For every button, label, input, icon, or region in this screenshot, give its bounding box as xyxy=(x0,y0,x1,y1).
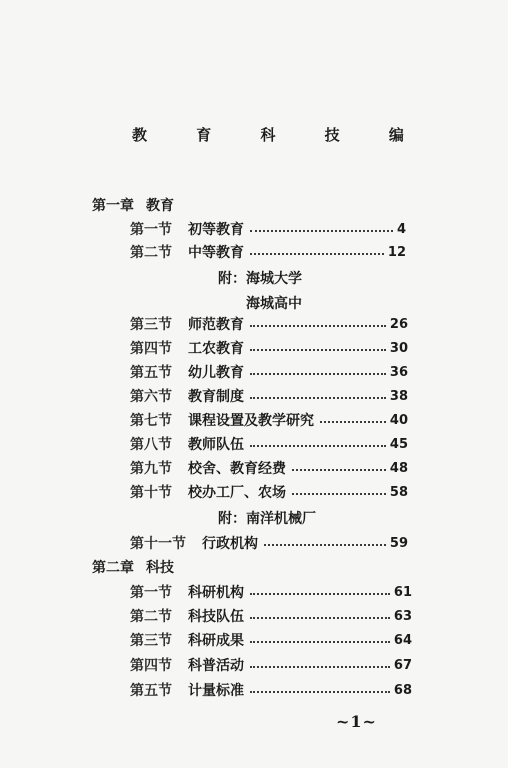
chapter-2-heading xyxy=(92,557,186,577)
page-ref: 38 xyxy=(389,388,408,404)
page-ref: 58 xyxy=(389,484,408,500)
section-title: 科技队伍 xyxy=(188,609,244,625)
section-title: 师范教育 xyxy=(188,317,244,333)
toc-entry xyxy=(130,410,408,430)
section-number: 第二节 xyxy=(130,245,172,261)
toc-entry xyxy=(130,434,408,454)
dot-leader xyxy=(250,445,386,447)
toc-entry xyxy=(130,533,408,553)
section-title: 计量标准 xyxy=(188,683,244,699)
appendix-note: 海城高中 xyxy=(246,296,302,312)
toc-entry xyxy=(130,680,412,700)
dot-leader xyxy=(250,617,390,619)
page-ref: 30 xyxy=(389,340,408,356)
dot-leader xyxy=(250,641,390,643)
section-title: 科研机构 xyxy=(188,585,244,601)
section-number: 第四节 xyxy=(130,341,172,357)
appendix-note: 附：南洋机械厂 xyxy=(218,511,316,527)
toc-entry xyxy=(130,386,408,406)
section-number: 第八节 xyxy=(130,437,172,453)
dot-leader xyxy=(250,373,386,375)
section-title: 中等教育 xyxy=(188,245,244,261)
section-title: 科普活动 xyxy=(188,658,244,674)
toc-entry xyxy=(130,655,412,675)
dot-leader xyxy=(292,493,386,495)
section-title: 课程设置及教学研究 xyxy=(188,413,314,429)
page-ref: 26 xyxy=(389,316,408,332)
chapter-number: 第一章 xyxy=(92,198,134,214)
page-ref: 45 xyxy=(389,436,408,452)
section-title: 初等教育 xyxy=(188,222,244,238)
section-number: 第一节 xyxy=(130,222,172,238)
page-ref: 59 xyxy=(389,535,408,551)
dot-leader xyxy=(250,397,386,399)
section-title: 工农教育 xyxy=(188,341,244,357)
section-title: 校办工厂、农场 xyxy=(188,485,286,501)
page-ref: 4 xyxy=(396,221,406,237)
section-title: 教师队伍 xyxy=(188,437,244,453)
section-number: 第七节 xyxy=(130,413,172,429)
section-number: 第四节 xyxy=(130,658,172,674)
page-ref: 48 xyxy=(389,460,408,476)
toc-entry xyxy=(130,362,408,382)
dot-leader xyxy=(292,469,386,471)
page-ref: 61 xyxy=(393,584,412,600)
section-number: 第十节 xyxy=(130,485,172,501)
page-ref: 40 xyxy=(389,412,408,428)
chapter-name: 科技 xyxy=(146,560,174,576)
toc-entry xyxy=(130,582,412,602)
page-ref: 12 xyxy=(387,244,406,260)
toc-entry xyxy=(130,242,406,262)
page-ref: 36 xyxy=(389,364,408,380)
page-ref: 63 xyxy=(393,608,412,624)
toc-entry xyxy=(130,606,412,626)
section-number: 第三节 xyxy=(130,317,172,333)
toc-entry xyxy=(130,314,408,334)
dot-leader xyxy=(250,593,390,595)
toc-entry xyxy=(130,630,412,650)
section-title: 科研成果 xyxy=(188,633,244,649)
section-number: 第三节 xyxy=(130,633,172,649)
chapter-name: 教育 xyxy=(146,198,174,214)
section-number: 第六节 xyxy=(130,389,172,405)
dot-leader xyxy=(250,253,384,255)
page-ref: 64 xyxy=(393,632,412,648)
chapter-number: 第二章 xyxy=(92,560,134,576)
section-number: 第五节 xyxy=(130,365,172,381)
dot-leader xyxy=(264,544,386,546)
toc-entry xyxy=(130,219,406,239)
dot-leader xyxy=(250,230,393,232)
page-title: 教 育 科 技 编 xyxy=(132,126,426,144)
chapter-1-heading xyxy=(92,195,186,215)
dot-leader xyxy=(250,691,390,693)
section-number: 第九节 xyxy=(130,461,172,477)
toc-entry xyxy=(130,338,408,358)
section-number: 第五节 xyxy=(130,683,172,699)
toc-entry xyxy=(130,482,408,502)
section-title: 校舍、教育经费 xyxy=(188,461,286,477)
appendix-note: 附：海城大学 xyxy=(218,271,302,287)
dot-leader xyxy=(250,666,390,668)
section-number: 第一节 xyxy=(130,585,172,601)
dot-leader xyxy=(250,349,386,351)
page-ref: 67 xyxy=(393,657,412,673)
page-number: ~1~ xyxy=(336,712,377,731)
section-number: 第二节 xyxy=(130,609,172,625)
section-title: 幼儿教育 xyxy=(188,365,244,381)
page-ref: 68 xyxy=(393,682,412,698)
section-title: 行政机构 xyxy=(202,536,258,552)
dot-leader xyxy=(320,421,386,423)
section-number: 第十一节 xyxy=(130,536,186,552)
dot-leader xyxy=(250,325,386,327)
toc-entry xyxy=(130,458,408,478)
section-title: 教育制度 xyxy=(188,389,244,405)
